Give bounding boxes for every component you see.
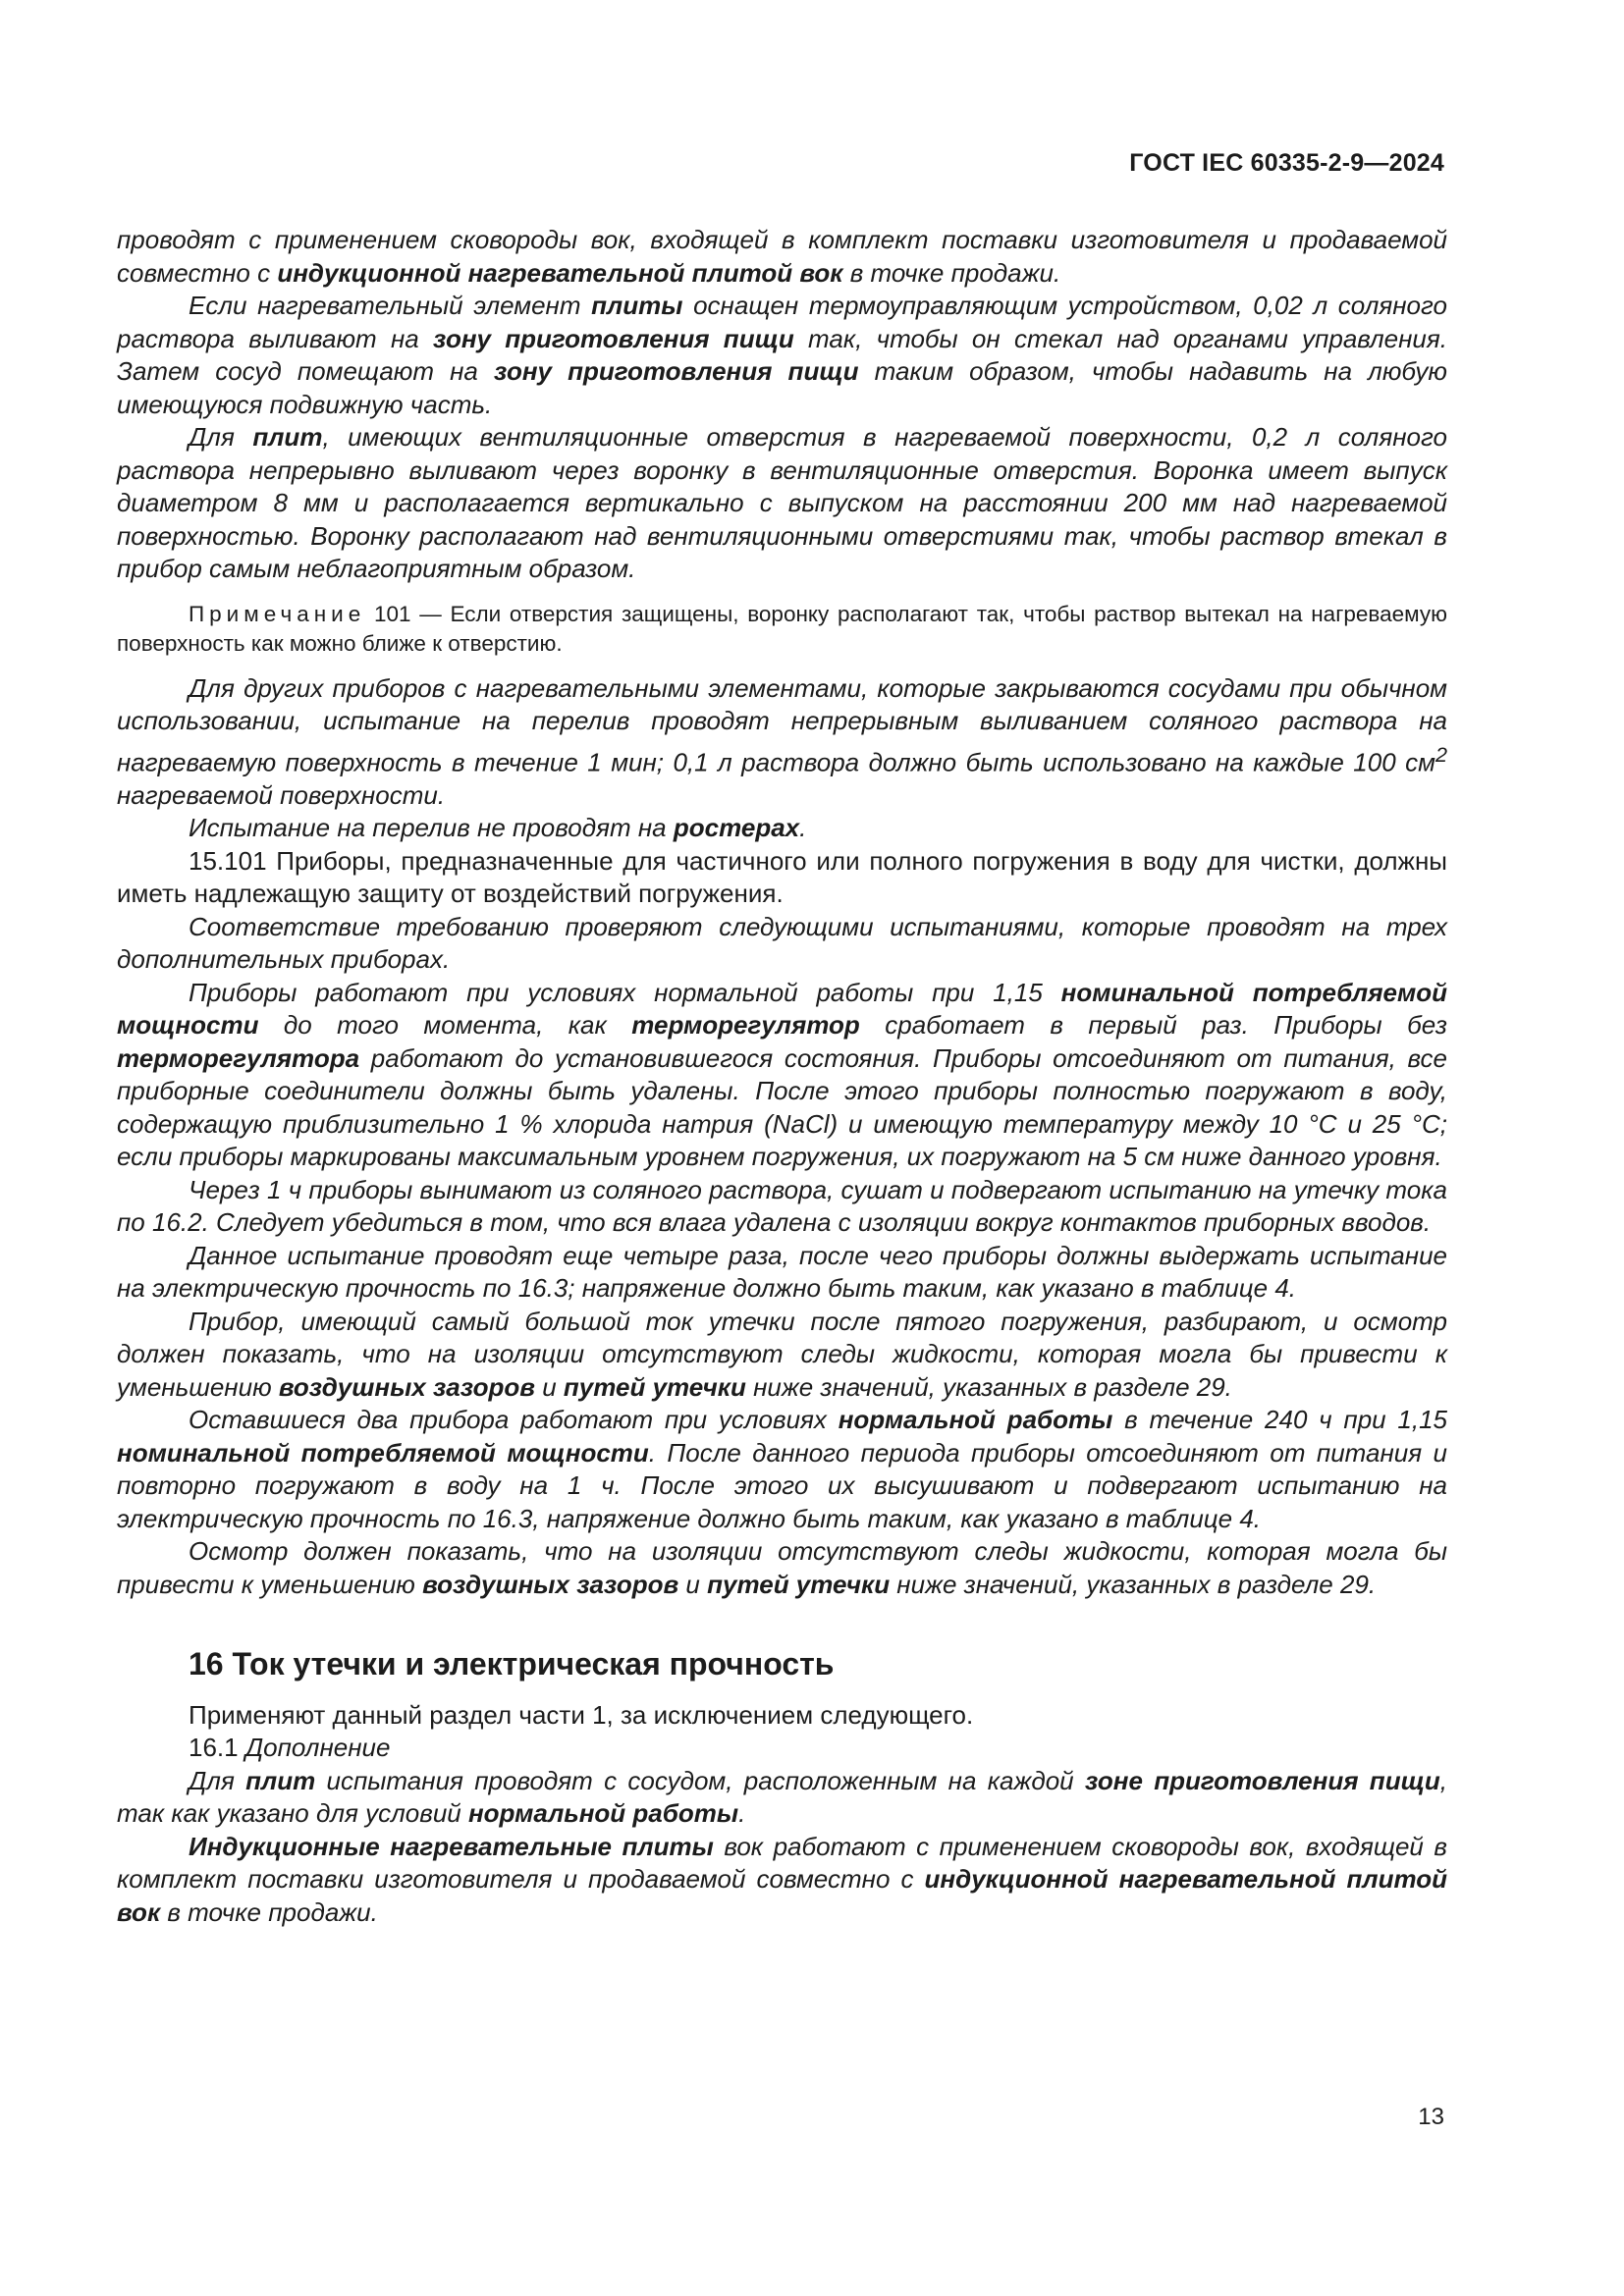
bold-term: путей утечки bbox=[563, 1371, 746, 1402]
clause-text: Приборы, предназначенные для частичного или полного погружения в воду для чистки, должны иметь надлежащую защиту от воздействий погружения. bbox=[117, 845, 1447, 909]
bold-term: Индукционные нагревательные плиты bbox=[189, 1831, 714, 1861]
note-101 bbox=[117, 600, 1447, 659]
bold-term: номинальной потребляемой мощности bbox=[117, 1437, 649, 1468]
page-body bbox=[117, 224, 1447, 1929]
bold-term: зону приготовления пищи bbox=[494, 356, 859, 386]
bold-term: плит bbox=[252, 422, 323, 452]
text-run: испытания проводят с сосудом, расположенным на каждой bbox=[315, 1765, 1085, 1795]
text-run: Через 1 ч приборы вынимают из соляного раствора, сушат и подвергают испытанию на утечку тока по 16.2. Следует убедиться в том, что вся влага удалена с изоляции вокруг контактов приборных вводов. bbox=[117, 1174, 1447, 1238]
text-run: Если нагревательный элемент bbox=[189, 291, 592, 320]
bold-term: плит bbox=[245, 1765, 316, 1795]
section-intro: Применяют данный раздел части 1, за исключением следующего. bbox=[189, 1699, 974, 1730]
clause-number: 15.101 bbox=[189, 845, 267, 876]
text-run: Осмотр должен показать, что на изоляции отсутствуют следы жидкости, которая могла бы привести к уменьшению bbox=[117, 1536, 1447, 1599]
text-run: . После данного периода приборы отсоединяют от питания и повторно погружают в воду на 1 ч. После этого их высушивают и подвергают испытанию на электрическую прочность по 16.3, напряжение должно быть таким, как указано в таблице 4. bbox=[117, 1437, 1448, 1533]
text-run: Испытание на перелив не проводят на bbox=[189, 813, 674, 843]
bold-term: индукционной нагревательной плитой вок bbox=[277, 257, 843, 288]
bold-term: терморегулятор bbox=[631, 1010, 860, 1041]
paragraph bbox=[117, 1765, 1447, 1831]
bold-term: терморегулятора bbox=[117, 1042, 360, 1073]
paragraph bbox=[117, 1535, 1447, 1601]
text-run: проводят с применением сковороды вок, входящей в комплект поставки изготовителя и продаваемой совместно с bbox=[117, 225, 1447, 288]
bold-term: зону приготовления пищи bbox=[433, 323, 794, 353]
text-run: , так как указано для условий bbox=[117, 1765, 1448, 1829]
text-run: таким образом, чтобы надавить на любую имеющуюся подвижную часть. bbox=[117, 356, 1447, 419]
note-number: 101 bbox=[373, 601, 411, 626]
text-run: Соответствие требованию проверяют следующими испытаниями, которые проводят на трех дополнительных приборах. bbox=[117, 911, 1447, 975]
paragraph bbox=[117, 672, 1447, 813]
text-run: Данное испытание проводят еще четыре раза, после чего приборы должны выдержать испытание на электрическую прочность по 16.3; напряжение должно быть таким, как указано в таблице 4. bbox=[117, 1240, 1447, 1304]
text-run: ниже значений, указанных в разделе 29. bbox=[745, 1371, 1232, 1402]
paragraph bbox=[117, 1404, 1447, 1535]
paragraph bbox=[117, 911, 1447, 977]
bold-term: путей утечки bbox=[707, 1569, 891, 1599]
text-run: так, чтобы он стекал над органами управления. Затем сосуд помещают на bbox=[117, 323, 1448, 386]
text-run: . bbox=[738, 1798, 746, 1829]
text-run: Оставшиеся два прибора работают при условиях bbox=[189, 1405, 839, 1435]
paragraph bbox=[117, 1240, 1447, 1306]
text-run: в течение 240 ч при 1,15 bbox=[1112, 1405, 1447, 1435]
text-run: и bbox=[534, 1371, 564, 1402]
bold-term: нормальной работы bbox=[467, 1798, 739, 1829]
section-heading: 16 Ток утечки и электрическая прочность bbox=[189, 1646, 835, 1682]
document-code-header: ГОСТ IEC 60335-2-9—2024 bbox=[1129, 149, 1444, 177]
paragraph bbox=[117, 1831, 1447, 1930]
paragraph bbox=[117, 290, 1447, 421]
text-run: до того момента, как bbox=[258, 1010, 632, 1041]
text-run: работают до установившегося состояния. Приборы отсоединяют от питания, все приборные соединители должны быть удалены. После этого приборы полностью погружают в воду, содержащую приблизительно 1 % хлорида натрия (NaCl) и имеющую температуру между 10 °С и 25 °С; если приборы маркированы максимальным уровнем погружения, их погружают на 5 см ниже данного уровня. bbox=[117, 1042, 1447, 1172]
bold-term: плиты bbox=[591, 291, 683, 320]
bold-term: воздушных зазоров bbox=[278, 1371, 535, 1402]
text-run: вок работают с применением сковороды вок, входящей в комплект поставки изготовителя и продаваемой совместно с bbox=[117, 1831, 1447, 1895]
bold-term: нормальной работы bbox=[838, 1405, 1113, 1435]
text-run: Для bbox=[189, 422, 253, 452]
text-run: нагреваемой поверхности. bbox=[117, 779, 446, 810]
text-run: , имеющих вентиляционные отверстия в нагреваемой поверхности, 0,2 л соляного раствора непрерывно выливают через воронку в вентиляционные отверстия. Воронка имеет выпуск диаметром 8 мм и располагается вертикально с выпуском на расстоянии 200 мм над нагреваемой поверхностью. Воронку располагают над вентиляционными отверстиями так, чтобы раствор втекал в прибор самым неблагоприятным образом. bbox=[117, 422, 1447, 583]
text-run: оснащен термоуправляющим устройством, 0,02 л соляного раствора выливают на bbox=[117, 291, 1447, 353]
text-run: ниже значений, указанных в разделе 29. bbox=[890, 1569, 1377, 1599]
text-run: Для других приборов с нагревательными элементами, которые закрываются сосудами при обычном использовании, испытание на перелив проводят непрерывным выливанием соляного раствора на нагреваемую поверхность в течение 1 мин; 0,1 л раствора должно быть использовано на каждые 100 см bbox=[117, 672, 1447, 777]
text-run: Прибор, имеющий самый большой ток утечки после пятого погружения, разбирают, и осмотр должен показать, что на изоляции отсутствуют следы жидкости, которая могла бы привести к уменьшению bbox=[117, 1306, 1447, 1402]
superscript: 2 bbox=[1435, 741, 1447, 767]
paragraph bbox=[117, 224, 1447, 290]
clause-15-101 bbox=[117, 845, 1447, 911]
text-run: в точке продажи. bbox=[842, 257, 1061, 288]
paragraph bbox=[117, 977, 1447, 1174]
paragraph bbox=[117, 421, 1447, 586]
note-label: Примечание bbox=[189, 601, 366, 626]
page-number: 13 bbox=[1418, 2104, 1444, 2130]
bold-term: номинальной потребляемой мощности bbox=[117, 977, 1447, 1041]
bold-term: воздушных зазоров bbox=[422, 1569, 679, 1599]
bold-term: индукционной нагревательной плитой вок bbox=[117, 1864, 1447, 1927]
subclause-number: 16.1 bbox=[189, 1733, 239, 1763]
bold-term: ростерах bbox=[673, 813, 800, 843]
text-run: . bbox=[799, 813, 807, 843]
paragraph bbox=[117, 1306, 1447, 1405]
text-run: Для bbox=[189, 1765, 246, 1795]
note-text: — Если отверстия защищены, воронку располагают так, чтобы раствор вытекал на нагреваемую поверхность как можно ближе к отверстию. bbox=[117, 601, 1447, 656]
bold-term: зоне приготовления пищи bbox=[1084, 1765, 1440, 1795]
paragraph bbox=[117, 812, 1447, 845]
text-run: в точке продажи. bbox=[160, 1896, 378, 1927]
text-run: и bbox=[678, 1569, 708, 1599]
text-run: Приборы работают при условиях нормальной работы при 1,15 bbox=[189, 977, 1061, 1007]
paragraph bbox=[117, 1174, 1447, 1240]
subclause-title: Дополнение bbox=[244, 1733, 391, 1763]
subclause-16-1 bbox=[117, 1732, 1447, 1765]
text-run: сработает в первый раз. Приборы без bbox=[859, 1010, 1447, 1041]
